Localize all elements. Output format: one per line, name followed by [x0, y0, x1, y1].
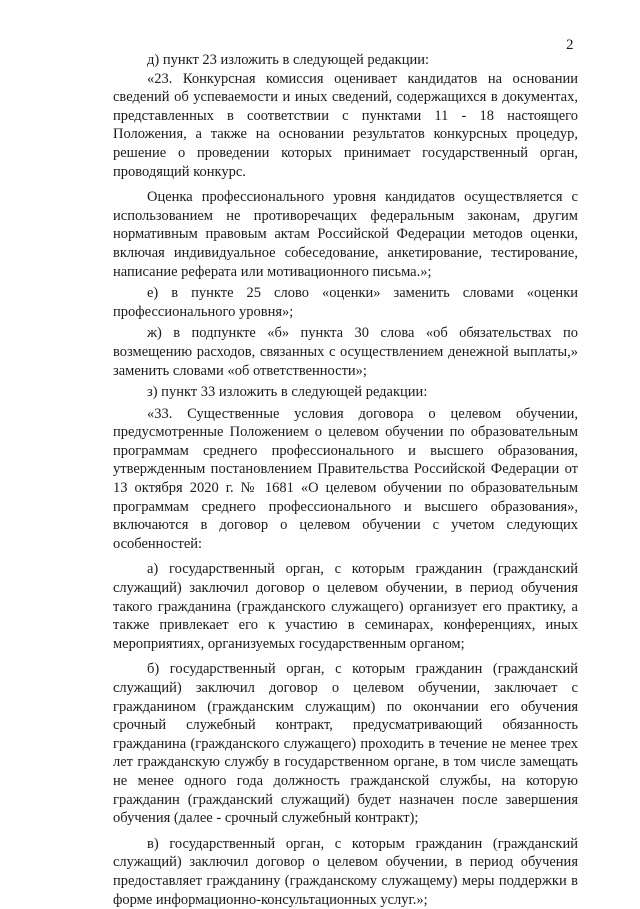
paragraph-assessment: Оценка профессионального уровня кандидатов осуществляется с использованием не противоречащих федеральным законам, другим нормативным правовым актам Российской Федерации методов оценки, включая индивидуальное собеседование, анкетирование, тестирование, написание реферата или мотивационного письма.»;	[113, 189, 578, 280]
paragraph-quote-23: «23. Конкурсная комиссия оценивает кандидатов на основании сведений об успеваемости и иных сведений, содержащихся в документах, представленных в соответствии с пунктами 11 - 18 настоящего Положения, а также на основании результатов конкурсных процедур, решение о проведении которых принимает государственный орган, проводящий конкурс.	[113, 70, 578, 180]
paragraph-item-zh: ж) в подпункте «б» пункта 30 слова «об обязательствах по возмещению расходов, связанных с осуществлением денежной выплаты,» заменить словами «об ответственности»;	[113, 325, 578, 379]
paragraph-subitem-a: а) государственный орган, с которым гражданин (гражданский служащий) заключил договор о целевом обучении, в период обучения такого гражданина (гражданского служащего) организует его практику, а также привлекает его к участию в семинарах, конференциях, иных мероприятиях, организуемых государственным органом;	[113, 561, 578, 652]
paragraph-subitem-b: б) государственный орган, с которым гражданин (гражданский служащий) заключил договор о целевом обучении, заключает с гражданином (гражданским служащим) по окончании его обучения срочный служебный контракт, предусматривающий обязанность гражданина (гражданского служащего) проходить в течение не менее трех лет гражданскую службу в государственном органе, в том числе замещать не менее одного года должность гражданской службы, на которую гражданин (гражданский служащий) будет назначен после завершения обучения (далее - срочный служебный контракт);	[113, 661, 578, 827]
paragraph-item-z: з) пункт 33 изложить в следующей редакции:	[147, 384, 428, 401]
paragraph-quote-33: «33. Существенные условия договора о целевом обучении, предусмотренные Положением о целевом обучении по образовательным программам среднего профессионального и высшего образования, утвержденным постановлением Правительства Российской Федерации от 13 октября 2020 г. № 1681 «О целевом обучении по образовательным программам среднего профессионального и высшего образования», включаются в договор о целевом обучении с учетом следующих особенностей:	[113, 405, 578, 552]
paragraph-subitem-v: в) государственный орган, с которым гражданин (гражданский служащий) заключил договор о целевом обучении, в период обучения предоставляет гражданину (гражданскому служащему) меры поддержки в форме информационно-консультационных услуг.»;	[113, 835, 578, 908]
document-body	[113, 51, 578, 909]
paragraph-item-d: д) пункт 23 изложить в следующей редакции:	[147, 52, 429, 68]
page-number: 2	[566, 37, 574, 53]
paragraph-item-e: е) в пункте 25 слово «оценки» заменить словами «оценки профессионального уровня»;	[113, 285, 578, 320]
